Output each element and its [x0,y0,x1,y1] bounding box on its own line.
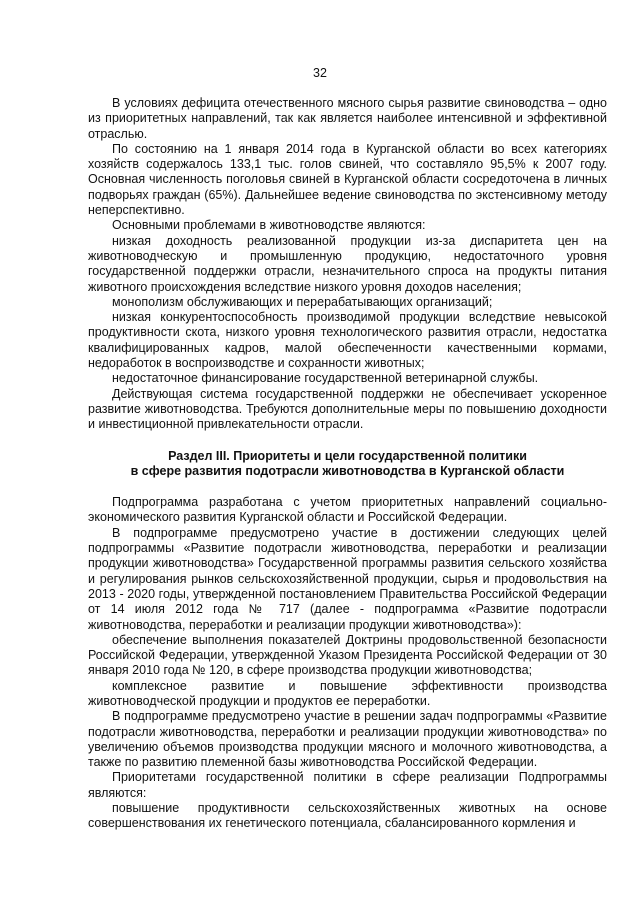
spacer [88,479,607,495]
list-item-monopolism: монополизм обслуживающих и перерабатывающих организаций; [112,294,493,309]
paragraph-subprogram-tasks: В подпрограмме предусмотрено участие в решении задач подпрограммы «Развитие подотрасли животноводства, переработки и реализации продукции животноводства» по увеличению объемов производства продукции мясного и молочного животноводства, а также по развитию племенной базы животноводства Российской Федерации. [88,709,607,770]
list-item-low-profitability: низкая доходность реализованной продукции из-за диспаритета цен на животноводческую и промышленную продукцию, недостаточного уровня государственной поддержки отрасли, незначительного спроса на продукты питания животного происхождения вследствие низкого уровня доходов населения; [88,233,607,294]
section-title-line-2: в сфере развития подотрасли животноводства в Курганской области [130,463,565,478]
list-item-productivity: повышение продуктивности сельскохозяйственных животных на основе совершенствования их генетического потенциала, сбалансированного кормления и [88,801,607,831]
paragraph-pig-population: По состоянию на 1 января 2014 года в Курганской области во всех категориях хозяйств содержалось 133,1 тыс. голов свиней, что составляло 95,5% к 2007 году. Основная численность поголовья свиней в Курганской области сосредоточена в личных подворьях граждан (65%). Дальнейшее ведение свиноводства по экстенсивному методу неперспективно. [88,141,607,218]
page-number: 32 [313,66,327,80]
paragraph-priorities: Приоритетами государственной политики в сфере реализации Подпрограммы являются: [88,770,607,800]
paragraph-main-problems: Основными проблемами в животноводстве являются: [112,218,426,233]
paragraph-subprogram-goals: В подпрограмме предусмотрено участие в достижении следующих целей подпрограммы «Развитие подотрасли животноводства, переработки и реализации продукции животноводства» Государственной программы развития сельского хозяйства и регулирования рынков сельскохозяйственной продукции, сырья и продовольствия на 2013 - 2020 годы, утвержденной постановлением Правительства Российской Федерации от 14 июля 2012 года № 717 (далее - подпрограмма «Развитие подотрасли животноводства, переработки и реализации продукции животноводства»): [88,525,607,632]
list-item-food-security: обеспечение выполнения показателей Доктрины продовольственной безопасности Российской Федерации, утвержденной Указом Президента Российской Федерации от 30 января 2010 года № 120, в сфере производства продукции животноводства; [88,632,607,678]
section-title-line-1: Раздел III. Приоритеты и цели государственной политики [168,448,527,463]
paragraph-pig-breeding-intro: В условиях дефицита отечественного мясного сырья развитие свиноводства – одно из приоритетных направлений, так как является наиболее интенсивной и эффективной отраслью. [88,96,607,141]
list-item-complex-development: комплексное развитие и повышение эффективности производства животноводческой продукции и продуктов ее переработки. [88,678,607,708]
list-item-low-competitiveness: низкая конкурентоспособность производимой продукции вследствие невысокой продуктивности скота, низкого уровня технологического развития отрасли, недостатка квалифицированных кадров, малой обеспеченности качественными кормами, недоработок в воспроизводстве и сохранности животных; [88,310,607,371]
paragraph-subprogram-basis: Подпрограмма разработана с учетом приоритетных направлений социально-экономического развития Курганской области и Российской Федерации. [88,495,607,525]
spacer [88,433,607,449]
page-content [88,96,607,832]
list-item-vet-funding: недостаточное финансирование государственной ветеринарной службы. [112,371,539,386]
paragraph-state-support: Действующая система государственной поддержки не обеспечивает ускоренное развитие животноводства. Требуются дополнительные меры по повышению доходности и инвестиционной привлекательности отрасли. [88,386,607,432]
